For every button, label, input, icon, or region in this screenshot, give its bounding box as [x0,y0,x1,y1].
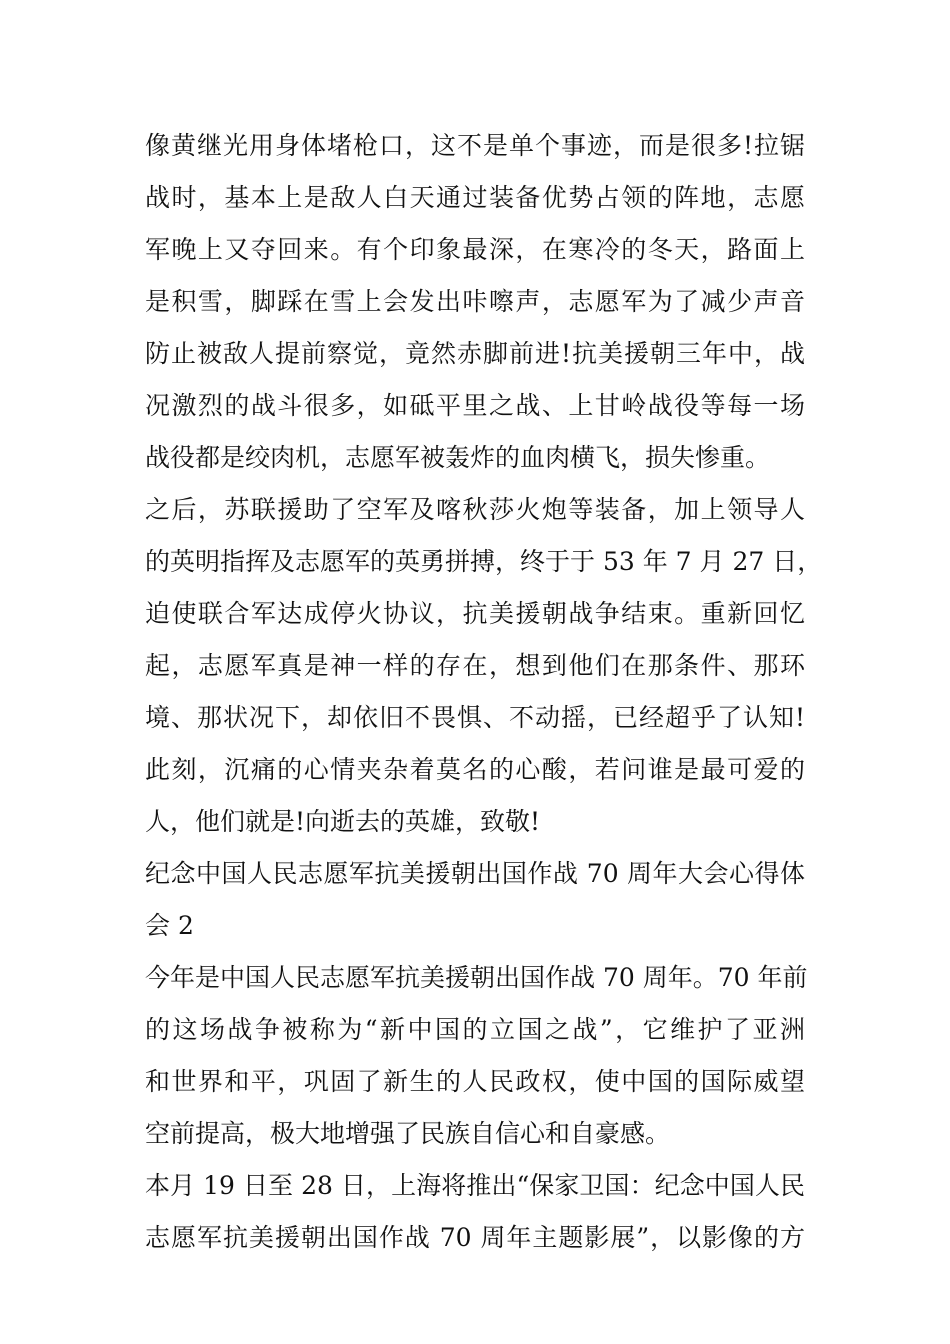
text-line [145,588,805,640]
line-text: 是积雪，脚踩在雪上会发出咔嚓声，志愿军为了减少声音 [145,287,805,316]
text-line [145,692,805,744]
line-text: 纪念中国人民志愿军抗美援朝出国作战 70 周年大会心得体 [145,859,805,888]
line-text: 的这场战争被称为“新中国的立国之战”，它维护了亚洲 [145,1015,805,1044]
line-text: 像黄继光用身体堵枪口，这不是单个事迹，而是很多!拉锯 [145,131,805,160]
text-line [145,328,805,380]
text-line [145,744,805,796]
text-line [145,120,805,172]
line-text: 本月 19 日至 28 日，上海将推出“保家卫国：纪念中国人民 [145,1171,805,1200]
text-line [145,796,805,848]
text-line [145,224,805,276]
line-text: 此刻，沉痛的心情夹杂着莫名的心酸，若问谁是最可爱的 [145,755,805,784]
text-line [145,1108,805,1160]
line-text: 之后，苏联援助了空军及喀秋莎火炮等装备，加上领导人 [145,495,805,524]
section-heading-line [145,848,805,900]
line-text: 境、那状况下，却依旧不畏惧、不动摇，已经超乎了认知! [145,703,805,732]
line-text: 况激烈的战斗很多，如砥平里之战、上甘岭战役等每一场 [145,391,805,420]
section-heading-line [145,900,805,952]
text-line [145,276,805,328]
line-text: 战役都是绞肉机，志愿军被轰炸的血肉横飞，损失惨重。 [145,443,771,472]
line-text: 起，志愿军真是神一样的存在，想到他们在那条件、那环 [145,651,805,680]
text-line [145,640,805,692]
line-text: 的英明指挥及志愿军的英勇拼搏，终于于 53 年 7 月 27 日， [145,547,823,576]
text-line [145,1004,805,1056]
line-text: 军晚上又夺回来。有个印象最深，在寒冷的冬天，路面上 [145,235,805,264]
line-text: 战时，基本上是敌人白天通过装备优势占领的阵地，志愿 [145,183,805,212]
line-text: 防止被敌人提前察觉，竟然赤脚前进!抗美援朝三年中，战 [145,339,805,368]
line-text: 人，他们就是!向逝去的英雄，致敬! [145,807,541,836]
text-line [145,952,808,1004]
line-text: 志愿军抗美援朝出国作战 70 周年主题影展”，以影像的方 [145,1223,805,1252]
text-line [145,1056,805,1108]
line-text: 会 2 [145,911,194,940]
document-page [145,120,823,1264]
text-line [145,172,805,224]
line-text: 空前提高，极大地增强了民族自信心和自豪感。 [145,1119,671,1148]
text-line [145,432,805,484]
line-text: 和世界和平，巩固了新生的人民政权，使中国的国际威望 [145,1067,805,1096]
text-line [145,1160,805,1212]
text-line [145,380,805,432]
line-text: 今年是中国人民志愿军抗美援朝出国作战 70 周年。70 年前 [145,963,808,992]
text-line [145,484,805,536]
text-line [145,1212,805,1264]
line-text: 迫使联合军达成停火协议，抗美援朝战争结束。重新回忆 [145,599,805,628]
text-line [145,536,823,588]
